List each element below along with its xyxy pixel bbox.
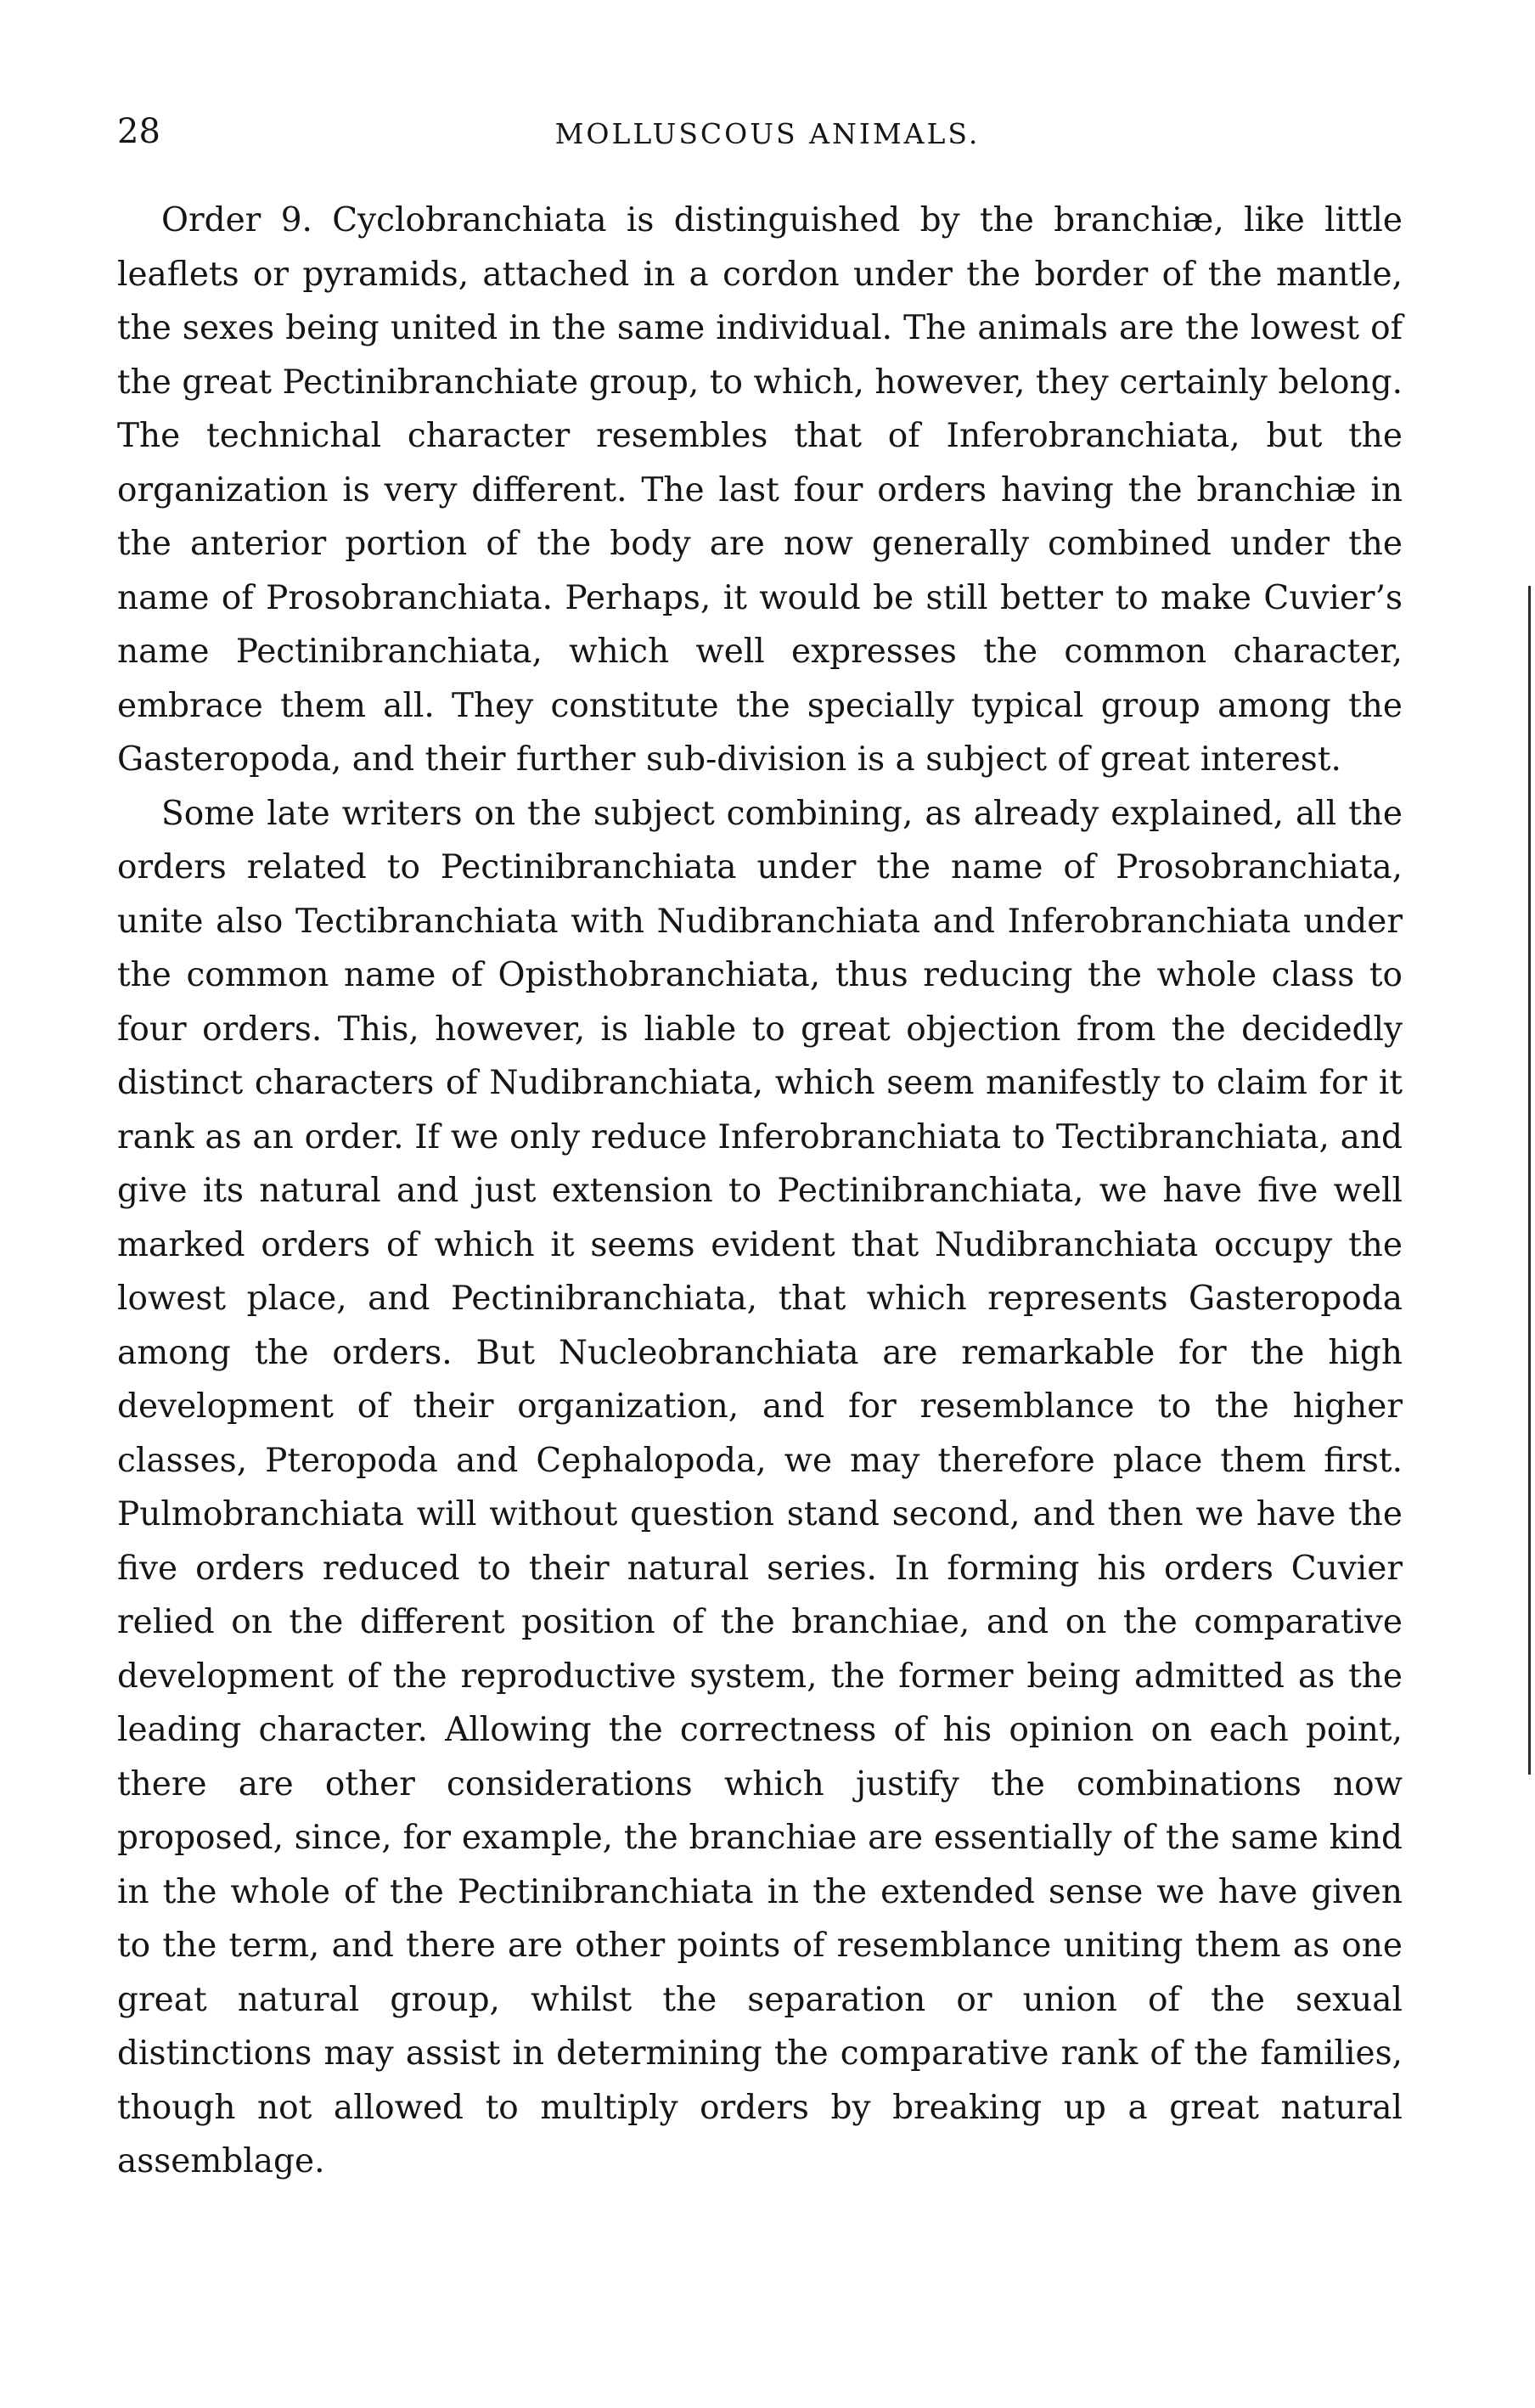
paragraph-order-9: Order 9. Cyclobranchiata is distinguished by the branchiæ, like little leaflets or pyramids, attached in a cordon under the border of the mantle, the sexes being united in the same individual. The animals are the lowest of the great Pectinibranchiate group, to which, however, they certainly belong. The technichal character resembles that of Inferobranchiata, but the organization is very different. The last four orders having the branchiæ in the anterior portion of the body are now generally combined under the name of Prosobranchiata. Perhaps, it would be still better to make Cuvier’s name Pectinibranchiata, which well expresses the common character, embrace them all. They constitute the specially typical group among the Gasteropoda, and their further sub-division is a subject of great interest. — [117, 201, 1403, 779]
running-head: MOLLUSCOUS ANIMALS. — [554, 117, 981, 150]
page-number: 28 — [117, 112, 160, 151]
page-header — [117, 110, 1418, 161]
paragraph-classification: Some late writers on the subject combining, as already explained, all the orders related to Pectinibranchiata under the name of Prosobranchiata, unite also Tectibranchiata with Nudibranchiata and Inferobranchiata under the common name of Opisthobranchiata, thus reducing the whole class to four orders. This, however, is liable to great objection from the decidedly distinct characters of Nudibranchiata, which seem manifestly to claim for it rank as an order. If we only reduce Inferobranchiata to Tectibranchiata, and give its natural and just extension to Pectinibranchiata, we have five well marked orders of which it seems evident that Nudibranchiata occupy the lowest place, and Pectinibranchiata, that which represents Gasteropoda among the orders. But Nucleobranchiata are remarkable for the high development of their organization, and for resemblance to the higher classes, Pteropoda and Cephalopoda, we may therefore place them first. Pulmobranchiata will without question stand second, and then we have the five orders reduced to their natural series. In forming his orders Cuvier relied on the different position of the branchiae, and on the comparative development of the reproductive system, the former being admitted as the leading character. Allowing the correctness of his opinion on each point, there are other considerations which justify the combinations now proposed, since, for example, the branchiae are essentially of the same kind in the whole of the Pectinibranchiata in the extended sense we have given to the term, and there are other points of resemblance uniting them as one great natural group, whilst the separation or union of the sexual distinctions may assist in determining the comparative rank of the families, though not allowed to multiply orders by breaking up a great natural assemblage. — [117, 794, 1403, 2180]
page-edge-line — [1528, 586, 1531, 1775]
body-text — [117, 194, 1403, 2189]
